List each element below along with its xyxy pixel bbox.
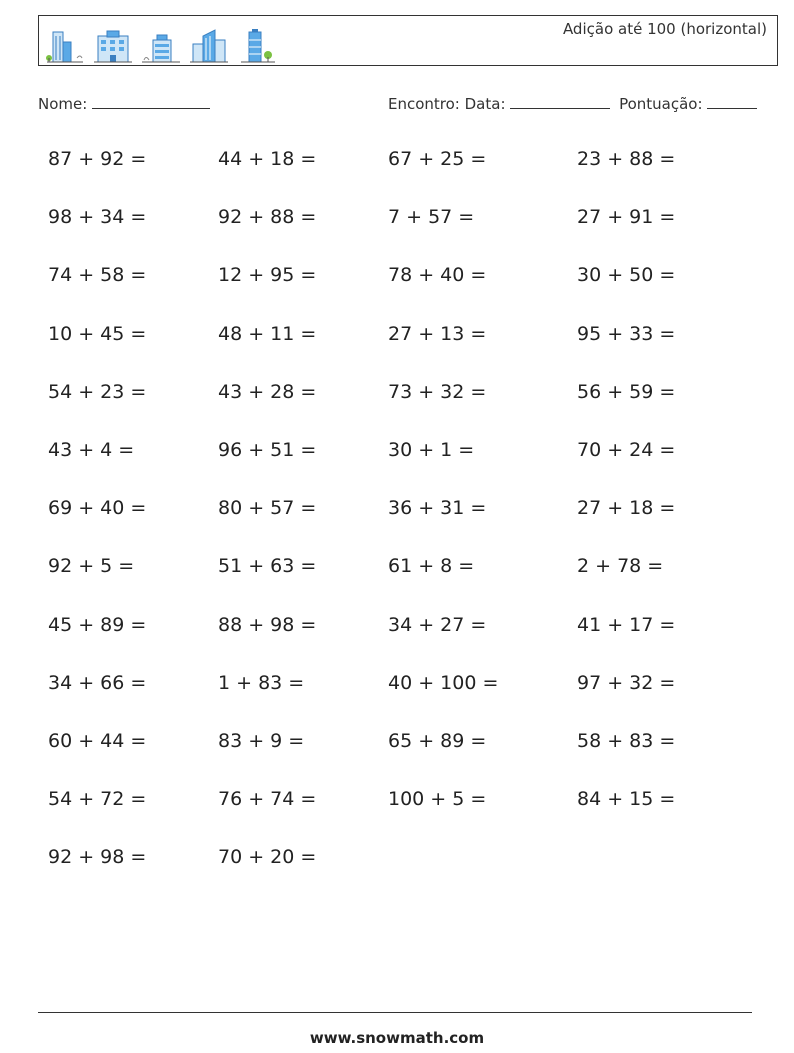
skyscraper-icon — [237, 28, 277, 64]
problem-4-2: 48 + 11 = — [218, 322, 317, 345]
footer-url: www.snowmath.com — [309, 1029, 485, 1047]
problem-13-2: 70 + 20 = — [218, 846, 317, 869]
problem-8-1: 92 + 5 = — [48, 555, 135, 578]
date-score-field — [388, 94, 757, 113]
problem-11-3: 65 + 89 = — [388, 730, 487, 752]
problem-11-4: 58 + 83 = — [577, 730, 676, 752]
problem-6-4: 70 + 24 = — [577, 439, 676, 461]
problem-13-1: 92 + 98 = — [48, 846, 147, 869]
problem-1-1: 87 + 92 = — [48, 148, 147, 170]
problem-2-4: 27 + 91 = — [577, 206, 676, 229]
problem-4-4: 95 + 33 = — [577, 322, 676, 345]
problem-8-4: 2 + 78 = — [577, 555, 664, 578]
problem-6-1: 43 + 4 = — [48, 439, 135, 461]
problem-12-2: 76 + 74 = — [218, 788, 317, 811]
problem-7-3: 36 + 31 = — [388, 497, 487, 520]
problem-1-4: 23 + 88 = — [577, 148, 676, 170]
problem-11-1: 60 + 44 = — [48, 730, 147, 752]
name-label: Nome: — [38, 95, 88, 113]
problem-9-4: 41 + 17 = — [577, 613, 676, 636]
date-label: Encontro: Data: — [388, 95, 506, 113]
problem-9-3: 34 + 27 = — [388, 613, 487, 636]
problem-12-4: 84 + 15 = — [577, 788, 676, 811]
problem-6-3: 30 + 1 = — [388, 439, 475, 461]
problem-3-2: 12 + 95 = — [218, 264, 317, 287]
problem-8-2: 51 + 63 = — [218, 555, 317, 578]
problem-5-3: 73 + 32 = — [388, 380, 487, 403]
problem-9-1: 45 + 89 = — [48, 613, 147, 636]
score-label: Pontuação: — [619, 95, 703, 113]
problem-5-4: 56 + 59 = — [577, 380, 676, 403]
problem-4-1: 10 + 45 = — [48, 322, 147, 345]
problem-3-1: 74 + 58 = — [48, 264, 147, 287]
problem-12-1: 54 + 72 = — [48, 788, 147, 811]
name-blank[interactable] — [92, 94, 210, 109]
problem-3-4: 30 + 50 = — [577, 264, 676, 287]
apartment-building-icon — [93, 28, 133, 64]
tower-building-icon — [189, 28, 229, 64]
problem-5-2: 43 + 28 = — [218, 380, 317, 403]
header-box — [38, 15, 778, 66]
worksheet-title: Adição até 100 (horizontal) — [562, 20, 767, 38]
problem-9-2: 88 + 98 = — [218, 613, 317, 636]
problem-7-2: 80 + 57 = — [218, 497, 317, 520]
problem-3-3: 78 + 40 = — [388, 264, 487, 287]
small-building-icon — [141, 28, 181, 64]
problem-4-3: 27 + 13 = — [388, 322, 487, 345]
problem-2-2: 92 + 88 = — [218, 206, 317, 229]
problem-10-2: 1 + 83 = — [218, 671, 305, 694]
problem-2-3: 7 + 57 = — [388, 206, 475, 229]
office-building-icon — [45, 28, 85, 64]
problem-7-4: 27 + 18 = — [577, 497, 676, 520]
problem-11-2: 83 + 9 = — [218, 730, 305, 752]
name-field — [38, 94, 210, 113]
problem-1-3: 67 + 25 = — [388, 148, 487, 170]
problem-6-2: 96 + 51 = — [218, 439, 317, 461]
problem-12-3: 100 + 5 = — [388, 788, 487, 811]
date-blank[interactable] — [510, 94, 610, 109]
score-blank[interactable] — [707, 94, 757, 109]
footer-divider — [38, 1012, 752, 1013]
problem-10-4: 97 + 32 = — [577, 671, 676, 694]
problem-10-1: 34 + 66 = — [48, 671, 147, 694]
problem-10-3: 40 + 100 = — [388, 671, 499, 694]
problem-5-1: 54 + 23 = — [48, 380, 147, 403]
problem-2-1: 98 + 34 = — [48, 206, 147, 229]
problem-1-2: 44 + 18 = — [218, 148, 317, 170]
header-icons — [45, 22, 277, 64]
problem-7-1: 69 + 40 = — [48, 497, 147, 520]
problem-8-3: 61 + 8 = — [388, 555, 475, 578]
